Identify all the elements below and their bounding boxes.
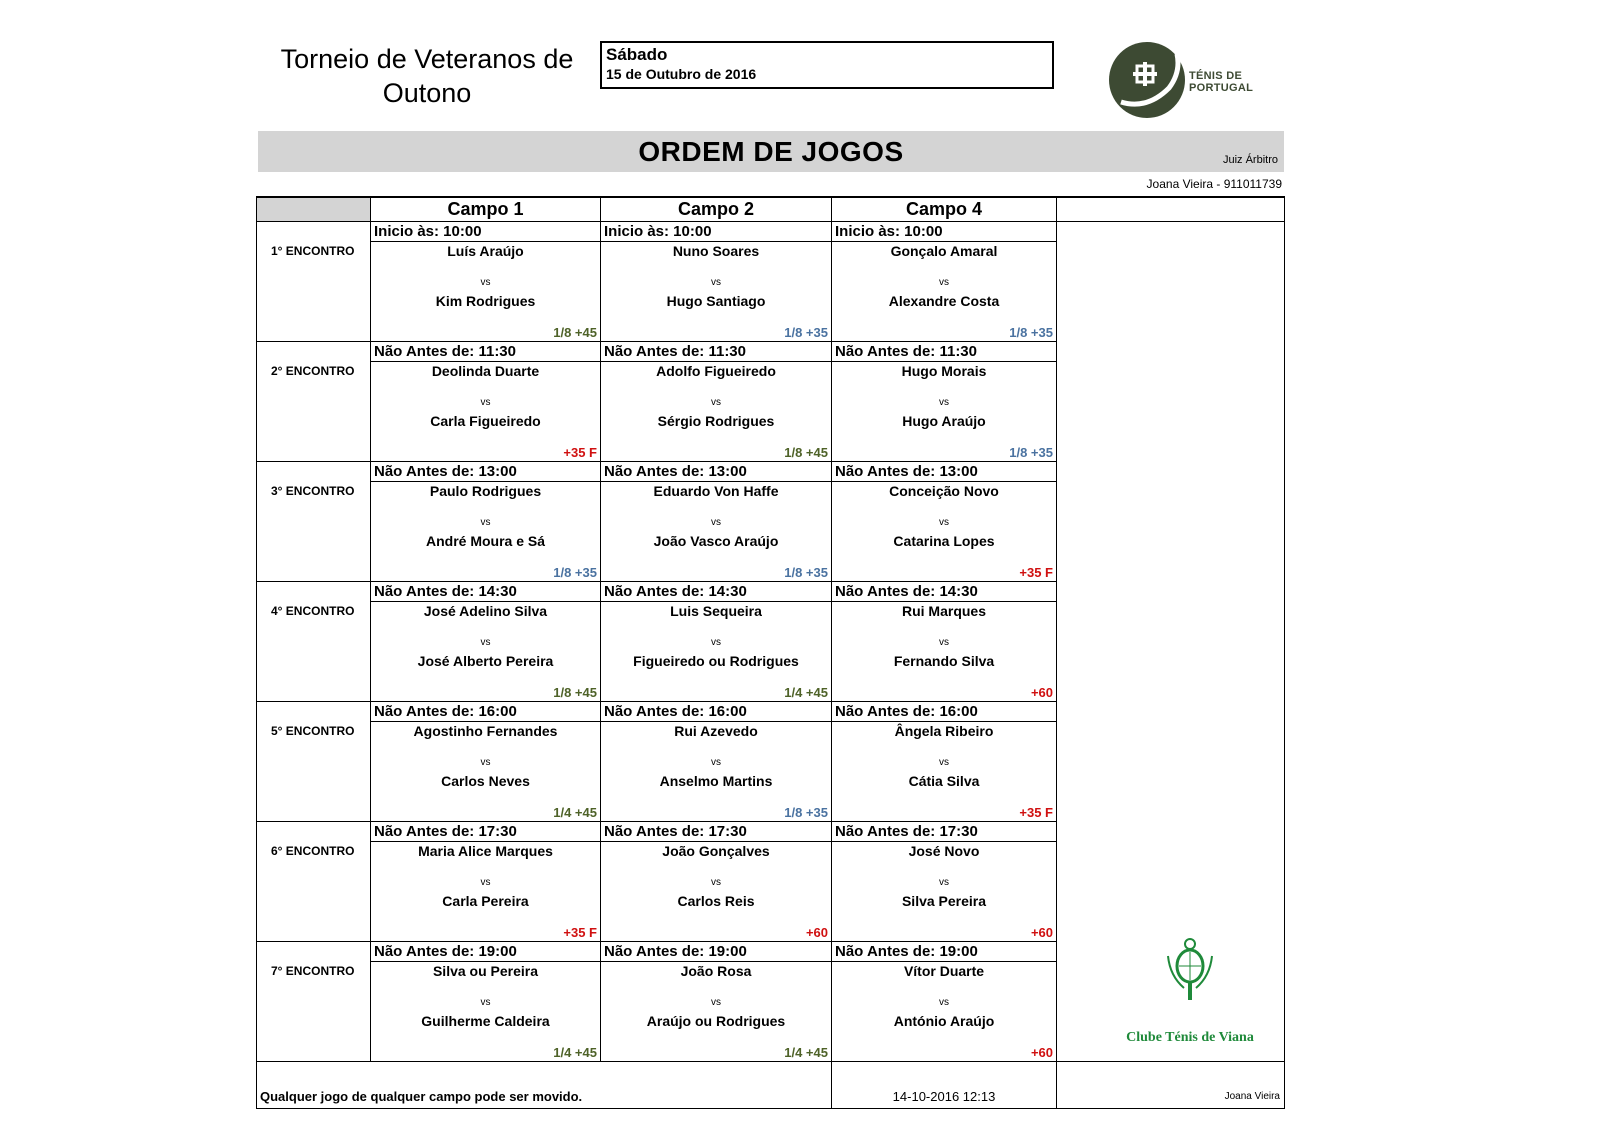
player-2: Alexandre Costa	[888, 293, 1000, 309]
player-1: Luís Araújo	[447, 243, 524, 259]
player-1: Silva ou Pereira	[432, 963, 539, 979]
match-cell	[832, 482, 1057, 582]
player-2: José Alberto Pereira	[417, 653, 554, 669]
match-cell	[371, 602, 601, 702]
category-label: 1/4 +45	[784, 1045, 828, 1060]
schedule-banner	[258, 131, 1284, 172]
category-label: +60	[805, 925, 828, 940]
player-2: Carla Pereira	[442, 893, 529, 909]
match-start-time: Não Antes de: 11:30	[601, 342, 832, 362]
match-cell	[601, 842, 832, 942]
round-label: 3° ENCONTRO	[257, 462, 371, 582]
match-start-time: Não Antes de: 13:00	[832, 462, 1057, 482]
player-2: Anselmo Martins	[659, 773, 773, 789]
player-2: Hugo Santiago	[666, 293, 766, 309]
match-start-time: Não Antes de: 16:00	[371, 702, 601, 722]
match-start-time: Não Antes de: 17:30	[371, 822, 601, 842]
match-start-time: Não Antes de: 16:00	[601, 702, 832, 722]
versus-label: vs	[939, 757, 949, 768]
title-line-1: Torneio de Veteranos de	[280, 44, 574, 74]
player-1: Conceição Novo	[889, 483, 999, 499]
court-header-3: Campo 4	[832, 197, 1057, 222]
match-cell	[832, 242, 1057, 342]
player-2: Guilherme Caldeira	[421, 1013, 550, 1029]
player-1: João Rosa	[680, 963, 752, 979]
versus-label: vs	[480, 877, 491, 888]
category-label: 1/4 +45	[784, 685, 828, 700]
player-1: Rui Marques	[901, 603, 986, 619]
court-header-row	[257, 197, 1285, 222]
match-cell	[371, 722, 601, 822]
versus-label: vs	[711, 277, 721, 288]
player-2: Hugo Araújo	[902, 413, 986, 429]
player-1: José Novo	[908, 843, 980, 859]
player-2: Silva Pereira	[901, 893, 987, 909]
player-2: Carlos Reis	[677, 893, 755, 909]
category-label: +35 F	[563, 925, 597, 940]
player-1: Maria Alice Marques	[418, 843, 553, 859]
match-start-time: Não Antes de: 14:30	[371, 582, 601, 602]
match-start-time: Inicio às: 10:00	[832, 222, 1057, 242]
versus-label: vs	[939, 517, 949, 528]
brand-line-2: PORTUGAL	[1189, 82, 1254, 94]
player-1: Ângela Ribeiro	[894, 723, 994, 739]
match-start-time: Não Antes de: 14:30	[601, 582, 832, 602]
player-1: José Adelino Silva	[423, 603, 548, 619]
player-1: Adolfo Figueiredo	[656, 363, 776, 379]
player-2: Carla Figueiredo	[430, 413, 541, 429]
versus-label: vs	[939, 277, 949, 288]
player-2: Araújo ou Rodrigues	[646, 1013, 786, 1029]
match-start-time: Não Antes de: 11:30	[371, 342, 601, 362]
versus-label: vs	[711, 997, 721, 1008]
match-start-time: Não Antes de: 13:00	[601, 462, 832, 482]
match-start-time: Não Antes de: 19:00	[371, 942, 601, 962]
footer-note: Qualquer jogo de qualquer campo pode ser movido.	[257, 1062, 832, 1109]
match-start-time: Não Antes de: 17:30	[601, 822, 832, 842]
club-name: Clube Ténis de Viana	[1126, 1030, 1254, 1045]
match-cell	[832, 602, 1057, 702]
player-1: Nuno Soares	[672, 243, 760, 259]
match-cell	[601, 602, 832, 702]
player-1: Vítor Duarte	[903, 963, 985, 979]
player-1: Rui Azevedo	[674, 723, 758, 739]
versus-label: vs	[711, 757, 721, 768]
category-label: 1/8 +35	[784, 805, 828, 820]
category-label: +60	[1030, 685, 1053, 700]
category-label: 1/8 +35	[784, 565, 828, 580]
round-label: 6° ENCONTRO	[257, 822, 371, 942]
match-cell	[601, 722, 832, 822]
category-label: +35 F	[1019, 805, 1053, 820]
player-2: Sérgio Rodrigues	[657, 413, 775, 429]
versus-label: vs	[939, 397, 949, 408]
match-start-time: Inicio às: 10:00	[601, 222, 832, 242]
versus-label: vs	[480, 757, 491, 768]
player-1: Paulo Rodrigues	[429, 483, 542, 499]
player-1: Hugo Morais	[901, 363, 987, 379]
category-label: 1/8 +35	[553, 565, 597, 580]
match-cell	[371, 242, 601, 342]
category-label: 1/8 +45	[553, 325, 597, 340]
club-logo	[1100, 930, 1280, 1045]
versus-label: vs	[939, 877, 949, 888]
category-label: 1/8 +35	[784, 325, 828, 340]
date-box	[600, 41, 1054, 89]
versus-label: vs	[939, 637, 949, 648]
match-start-time: Não Antes de: 11:30	[832, 342, 1057, 362]
round-label: 1° ENCONTRO	[257, 222, 371, 342]
category-label: 1/4 +45	[553, 805, 597, 820]
player-2: António Araújo	[893, 1013, 995, 1029]
category-label: +60	[1030, 1045, 1053, 1060]
match-cell	[371, 842, 601, 942]
match-start-time: Não Antes de: 13:00	[371, 462, 601, 482]
player-2: André Moura e Sá	[425, 533, 546, 549]
match-start-time: Não Antes de: 19:00	[832, 942, 1057, 962]
footer-timestamp: 14-10-2016 12:13	[832, 1062, 1057, 1109]
category-label: +35 F	[1019, 565, 1053, 580]
category-label: 1/8 +45	[784, 445, 828, 460]
match-start-time: Não Antes de: 14:30	[832, 582, 1057, 602]
round-label: 5° ENCONTRO	[257, 702, 371, 822]
versus-label: vs	[711, 397, 721, 408]
player-2: Cátia Silva	[908, 773, 980, 789]
match-cell	[601, 362, 832, 462]
player-1: Eduardo Von Haffe	[653, 483, 779, 499]
tenis-portugal-logo	[1107, 40, 1307, 120]
category-label: 1/8 +45	[553, 685, 597, 700]
match-cell	[601, 242, 832, 342]
versus-label: vs	[480, 277, 491, 288]
brand-line-1: TÉNIS DE	[1189, 70, 1243, 82]
match-cell	[601, 482, 832, 582]
player-2: Carlos Neves	[441, 773, 530, 789]
player-2: Figueiredo ou Rodrigues	[633, 653, 799, 669]
category-label: 1/4 +45	[553, 1045, 597, 1060]
title-line-2: Outono	[382, 78, 472, 108]
match-cell	[832, 962, 1057, 1062]
round-label: 2° ENCONTRO	[257, 342, 371, 462]
match-start-time: Não Antes de: 16:00	[832, 702, 1057, 722]
versus-label: vs	[939, 997, 949, 1008]
player-1: João Gonçalves	[662, 843, 770, 859]
category-label: +60	[1030, 925, 1053, 940]
category-label: 1/8 +35	[1009, 325, 1053, 340]
category-label: 1/8 +35	[1009, 445, 1053, 460]
round-time-row	[257, 222, 1285, 242]
tournament-title	[262, 42, 592, 110]
player-2: João Vasco Araújo	[653, 533, 779, 549]
player-2: Catarina Lopes	[893, 533, 995, 549]
match-cell	[371, 362, 601, 462]
match-start-time: Não Antes de: 17:30	[832, 822, 1057, 842]
player-2: Kim Rodrigues	[435, 293, 536, 309]
court-header-1: Campo 1	[371, 197, 601, 222]
day-label: Sábado	[606, 45, 668, 64]
versus-label: vs	[480, 397, 491, 408]
round-label: 7° ENCONTRO	[257, 942, 371, 1062]
player-2: Fernando Silva	[893, 653, 995, 669]
banner-title: ORDEM DE JOGOS	[638, 136, 904, 167]
referee-contact: Joana Vieira - 911011739	[1146, 177, 1282, 191]
versus-label: vs	[711, 517, 721, 528]
versus-label: vs	[480, 517, 491, 528]
player-1: Luis Sequeira	[670, 603, 762, 619]
versus-label: vs	[480, 997, 491, 1008]
court-header-2: Campo 2	[601, 197, 832, 222]
footer-row	[257, 1062, 1285, 1109]
corner-cell	[257, 197, 371, 222]
match-cell	[832, 842, 1057, 942]
player-1: Gonçalo Amaral	[890, 243, 998, 259]
right-header-cell	[1057, 197, 1285, 222]
versus-label: vs	[711, 877, 721, 888]
match-start-time: Inicio às: 10:00	[371, 222, 601, 242]
match-cell	[832, 362, 1057, 462]
player-1: Agostinho Fernandes	[413, 723, 558, 739]
versus-label: vs	[711, 637, 721, 648]
match-cell	[601, 962, 832, 1062]
tennis-racket-crest-icon	[1160, 936, 1220, 1006]
round-label: 4° ENCONTRO	[257, 582, 371, 702]
player-1: Deolinda Duarte	[431, 363, 540, 379]
date-label: 15 de Outubro de 2016	[606, 66, 757, 82]
footer-signature: Joana Vieira	[1057, 1062, 1285, 1109]
brand-text	[1189, 70, 1253, 94]
referee-label: Juiz Árbitro	[1222, 154, 1278, 166]
match-cell	[832, 722, 1057, 822]
tenis-portugal-logo-icon	[1107, 40, 1187, 120]
match-start-time: Não Antes de: 19:00	[601, 942, 832, 962]
match-cell	[371, 482, 601, 582]
match-cell	[371, 962, 601, 1062]
versus-label: vs	[480, 637, 491, 648]
category-label: +35 F	[563, 445, 597, 460]
